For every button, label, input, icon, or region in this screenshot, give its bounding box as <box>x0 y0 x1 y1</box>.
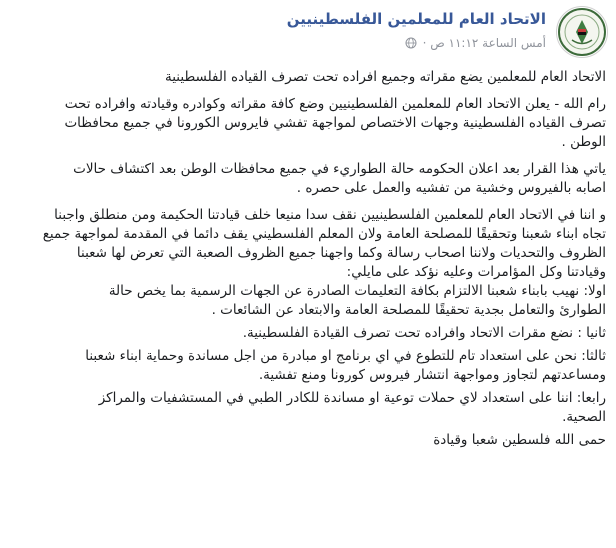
globe-icon[interactable] <box>405 37 417 49</box>
point-first <box>8 282 606 320</box>
post-headline <box>8 68 606 87</box>
paragraph-statement <box>8 206 606 282</box>
closing-line <box>8 431 606 450</box>
page-avatar[interactable] <box>556 6 608 58</box>
post-header <box>8 6 608 62</box>
post-body <box>8 68 606 458</box>
text-line: اولا: نهيب بابناء شعبنا الالتزام بكافة التعليمات الصادرة عن الجهات الرسمية بما يخص حالة <box>108 283 606 299</box>
text-line: رام الله - يعلن الاتحاد العام للمعلمين الفلسطينيين وضع كافة مقراته وكوادره وقيادته وافراده تحت <box>64 96 606 112</box>
text-line: ثانيا : نضع مقرات الاتحاد وافراده تحت تصرف القيادة الفلسطينية. <box>242 325 606 341</box>
paragraph-context <box>8 160 606 198</box>
text-line: ثالثا: نحن على استعداد تام للتطوع في اي برنامج او مبادرة من اجل مساندة وحماية ابناء شعبنا <box>85 348 606 364</box>
point-second <box>8 324 606 343</box>
page-name-link[interactable]: الاتحاد العام للمعلمين الفلسطينيين <box>286 10 546 28</box>
post-timestamp[interactable]: أمس الساعة ١١:١٢ ص · <box>422 36 546 50</box>
text-line: تجاه ابناء شعبنا وتحقيقًا للمصلحة العامة ولان المعلم الفلسطيني يقف دائما في المقدمة لمواجهة جميع <box>42 226 606 242</box>
text-line: الطوارئ والتعامل بجدية تحقيقًا للمصلحة العامة والابتعاد عن الشائعات . <box>211 302 606 318</box>
text-line: الوطن . <box>561 134 606 150</box>
paragraph-announcement <box>8 95 606 152</box>
palestine-teachers-logo-icon <box>557 7 607 57</box>
text-line: حمى الله فلسطين شعبا وقيادة <box>433 432 606 448</box>
text-line: اصابه بالفيروس وخشية من تفشيه والعمل على حصره . <box>296 180 606 196</box>
text-line: تصرف القياده الفلسطينية وجهات الاختصاص لمواجهة تفشي فايروس الكورونا في جميع محافظات <box>64 115 606 131</box>
text-line: ومساعدتهم لتجاوز ومواجهة انتشار فيروس كورونا ومنع تفشية. <box>258 367 606 383</box>
point-fourth <box>8 389 606 427</box>
text-line: رابعا: اننا على استعداد لاي حملات توعية او مساندة للكادر الطبي في المستشفيات والمراكز <box>98 390 606 406</box>
text-line: وقيادتنا وكل المؤامرات وعليه نؤكد على مايلي: <box>346 264 606 280</box>
text-line: ياتي هذا القرار بعد اعلان الحكومه حالة الطواريء في جميع محافظات الوطن بعد اكتشاف حالات <box>73 161 606 177</box>
text-line: و اننا في الاتحاد العام للمعلمين الفلسطينيين نقف سدا منيعا خلف قيادتنا الحكيمة ومن منطلق واجبنا <box>54 207 606 223</box>
post-meta <box>405 36 546 50</box>
text-line: الظروف والتحديات ولاننا اصحاب رسالة وكما واجهنا جميع الظروف الصعبة التي تعرض لها شعبنا <box>76 245 606 261</box>
text-line: الاتحاد العام للمعلمين يضع مقراته وجميع افراده تحت تصرف القياده الفلسطينية <box>165 69 606 85</box>
text-line: الصحية. <box>562 409 606 425</box>
point-third <box>8 347 606 385</box>
